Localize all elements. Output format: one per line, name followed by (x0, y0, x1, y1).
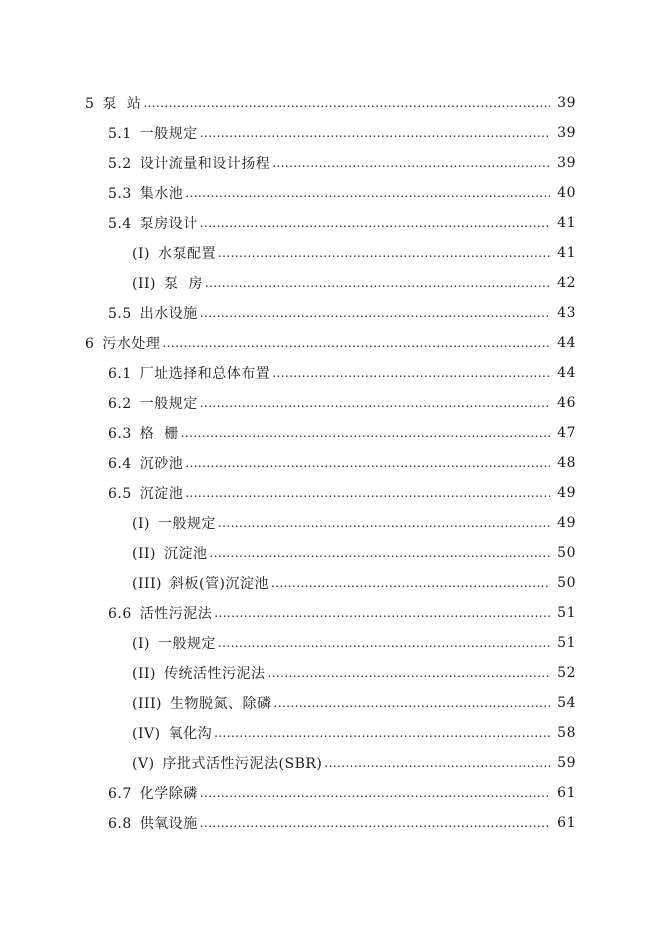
dot-leader (272, 366, 550, 380)
toc-entry-title: 污水处理 (102, 336, 161, 352)
dot-leader (185, 456, 550, 470)
toc-entry-text (132, 753, 322, 773)
toc-entry-title: 活性污泥法 (139, 606, 213, 622)
toc-entry-number: 6.8 (108, 816, 132, 832)
toc-entry-title: 生物脱氮、除磷 (170, 696, 272, 712)
toc-entry[interactable] (0, 148, 662, 178)
dot-leader (272, 156, 550, 170)
toc-entry-title: 水泵配置 (157, 246, 216, 262)
toc-entry-page-number: 39 (557, 95, 576, 111)
dot-leader (200, 216, 550, 230)
toc-entry[interactable] (0, 238, 662, 268)
toc-entry-number: 5.1 (108, 126, 132, 142)
dot-leader (274, 696, 550, 710)
toc-entry-page-number: 61 (557, 815, 576, 831)
dot-leader (218, 636, 550, 650)
toc-entry-title: 氧化沟 (168, 726, 213, 742)
toc-entry-title: 沉淀池 (139, 486, 184, 502)
toc-entry-page-number: 39 (557, 125, 576, 141)
toc-entry-text (132, 543, 207, 563)
toc-entry[interactable] (0, 268, 662, 298)
toc-entry-text (132, 663, 265, 683)
toc-entry[interactable] (0, 658, 662, 688)
toc-entry-page-number: 59 (557, 755, 576, 771)
toc-entry-number: (IV) (132, 726, 161, 742)
toc-entry[interactable] (0, 88, 662, 118)
toc-entry-text (85, 93, 141, 113)
toc-entry-title: 传统活性污泥法 (163, 666, 266, 682)
toc-entry-page-number: 44 (557, 335, 576, 351)
toc-entry-page-number: 51 (557, 635, 576, 651)
dot-leader (267, 666, 550, 680)
toc-entry-number: 5.2 (108, 156, 132, 172)
toc-entry-text (108, 423, 179, 443)
toc-entry-title: 一般规定 (139, 126, 198, 142)
toc-entry-number: 6 (85, 336, 95, 352)
dot-leader (271, 576, 550, 590)
toc-entry-title: 出水设施 (139, 306, 198, 322)
toc-entry-text (108, 363, 270, 383)
toc-entry-title: 序批式活性污泥法(SBR) (162, 756, 323, 772)
toc-entry[interactable] (0, 208, 662, 238)
toc-entry-text (132, 273, 203, 293)
toc-entry-page-number: 49 (557, 485, 576, 501)
toc-entry-title: 沉淀池 (163, 546, 208, 562)
toc-entry-number: 6.6 (108, 606, 132, 622)
toc-entry-title: 格 栅 (139, 426, 179, 442)
toc-entry[interactable] (0, 298, 662, 328)
toc-entry-page-number: 46 (557, 395, 576, 411)
toc-entry-title: 斜板(管)沉淀池 (170, 576, 269, 592)
toc-entry-text (85, 333, 160, 353)
toc-entry-text (108, 813, 198, 833)
toc-entry[interactable] (0, 568, 662, 598)
toc-entry-title: 一般规定 (157, 636, 216, 652)
dot-leader (324, 756, 550, 770)
toc-entry-text (132, 573, 269, 593)
toc-entry-number: (II) (132, 276, 156, 292)
toc-entry-title: 化学除磷 (139, 786, 198, 802)
toc-entry-number: 6.4 (108, 456, 132, 472)
toc-entry-title: 泵 房 (163, 276, 203, 292)
toc-entry-number: 6.5 (108, 486, 132, 502)
toc-entry-text (108, 393, 198, 413)
toc-entry[interactable] (0, 718, 662, 748)
toc-entry-page-number: 50 (557, 545, 576, 561)
toc-entry-page-number: 39 (557, 155, 576, 171)
toc-entry-number: 5.5 (108, 306, 132, 322)
toc-entry-text (108, 183, 183, 203)
toc-entry-text (108, 213, 198, 233)
toc-entry-page-number: 51 (557, 605, 576, 621)
dot-leader (218, 516, 550, 530)
toc-entry-title: 一般规定 (139, 396, 198, 412)
toc-entry[interactable] (0, 598, 662, 628)
toc-entry-text (108, 153, 270, 173)
toc-entry[interactable] (0, 418, 662, 448)
toc-entry-number: 6.2 (108, 396, 132, 412)
table-of-contents (0, 88, 662, 838)
toc-entry-page-number: 54 (557, 695, 576, 711)
dot-leader (185, 486, 550, 500)
toc-entry-text (108, 453, 183, 473)
toc-entry[interactable] (0, 628, 662, 658)
toc-entry-number: (I) (132, 516, 150, 532)
dot-leader (200, 816, 550, 830)
toc-entry-page-number: 41 (557, 245, 576, 261)
toc-entry-number: 6.7 (108, 786, 132, 802)
toc-entry-number: 6.1 (108, 366, 132, 382)
toc-entry[interactable] (0, 778, 662, 808)
toc-entry-number: (III) (132, 696, 163, 712)
toc-entry-number: (III) (132, 576, 163, 592)
dot-leader (200, 306, 550, 320)
toc-entry-page-number: 61 (557, 785, 576, 801)
dot-leader (218, 246, 550, 260)
dot-leader (162, 336, 550, 350)
dot-leader (143, 96, 550, 110)
toc-entry-number: 6.3 (108, 426, 132, 442)
toc-entry-number: (I) (132, 246, 150, 262)
toc-entry-title: 泵房设计 (139, 216, 198, 232)
toc-entry-number: (V) (132, 756, 155, 772)
dot-leader (185, 186, 550, 200)
toc-entry-number: (I) (132, 636, 150, 652)
toc-entry[interactable] (0, 688, 662, 718)
toc-entry[interactable] (0, 538, 662, 568)
toc-entry-text (108, 303, 198, 323)
toc-entry[interactable] (0, 508, 662, 538)
toc-entry[interactable] (0, 118, 662, 148)
toc-entry[interactable] (0, 448, 662, 478)
toc-entry-number: 5 (85, 96, 95, 112)
toc-entry-title: 设计流量和设计扬程 (139, 156, 271, 172)
toc-entry[interactable] (0, 328, 662, 358)
dot-leader (200, 126, 550, 140)
dot-leader (181, 426, 550, 440)
toc-entry-number: 5.4 (108, 216, 132, 232)
toc-entry-page-number: 48 (557, 455, 576, 471)
toc-entry-number: 5.3 (108, 186, 132, 202)
toc-entry-title: 泵 站 (102, 96, 142, 112)
toc-entry-page-number: 42 (557, 275, 576, 291)
toc-entry-text (108, 483, 183, 503)
toc-entry-text (132, 723, 212, 743)
toc-entry-page-number: 52 (557, 665, 576, 681)
toc-entry-number: (II) (132, 666, 156, 682)
toc-entry-page-number: 50 (557, 575, 576, 591)
toc-entry-page-number: 58 (557, 725, 576, 741)
toc-entry-title: 集水池 (139, 186, 184, 202)
dot-leader (214, 726, 550, 740)
dot-leader (214, 606, 550, 620)
toc-entry-page-number: 43 (557, 305, 576, 321)
toc-entry-text (132, 633, 216, 653)
dot-leader (200, 786, 550, 800)
toc-entry[interactable] (0, 358, 662, 388)
toc-entry-text (108, 783, 198, 803)
toc-entry-page-number: 44 (557, 365, 576, 381)
toc-entry[interactable] (0, 808, 662, 838)
toc-entry[interactable] (0, 478, 662, 508)
toc-entry[interactable] (0, 388, 662, 418)
dot-leader (209, 546, 550, 560)
toc-entry-text (108, 123, 198, 143)
toc-entry-title: 沉砂池 (139, 456, 184, 472)
toc-entry-page-number: 41 (557, 215, 576, 231)
dot-leader (205, 276, 550, 290)
toc-entry-page-number: 40 (557, 185, 576, 201)
toc-entry[interactable] (0, 178, 662, 208)
toc-entry-title: 一般规定 (157, 516, 216, 532)
toc-entry-number: (II) (132, 546, 156, 562)
toc-entry[interactable] (0, 748, 662, 778)
toc-entry-title: 供氧设施 (139, 816, 198, 832)
toc-entry-text (132, 513, 216, 533)
toc-entry-text (132, 243, 216, 263)
toc-entry-title: 厂址选择和总体布置 (139, 366, 271, 382)
toc-entry-page-number: 47 (557, 425, 576, 441)
toc-entry-page-number: 49 (557, 515, 576, 531)
toc-entry-text (132, 693, 272, 713)
dot-leader (200, 396, 550, 410)
toc-entry-text (108, 603, 212, 623)
